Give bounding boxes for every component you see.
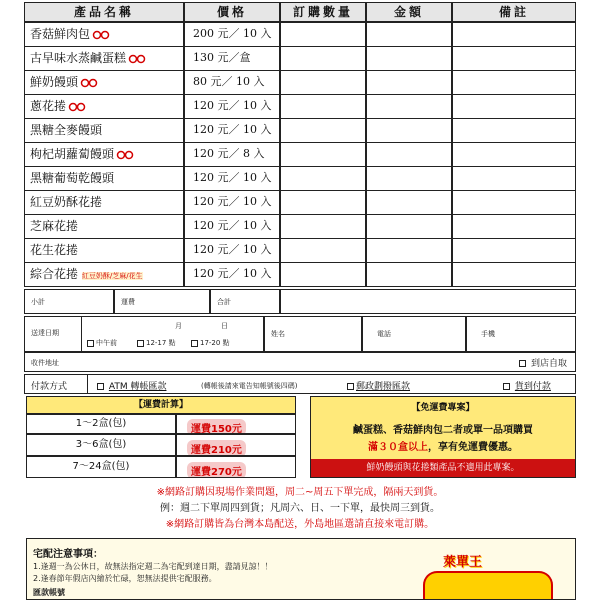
header-name: 產品名稱 [24, 2, 184, 22]
day-label: 日 [221, 322, 228, 330]
spicy-mark-icon [128, 54, 150, 64]
order-form [24, 0, 576, 600]
note-field[interactable] [452, 46, 576, 71]
qty-field[interactable] [280, 22, 366, 47]
note-field[interactable] [452, 118, 576, 143]
product-name: 黑糖全麥饅頭 [24, 118, 184, 143]
shipping-fee: 運費150元 [176, 414, 296, 434]
note-field[interactable] [452, 262, 576, 287]
delivery-note-item: 匯款帳號 [33, 588, 65, 597]
payment-row [24, 374, 576, 394]
month-label: 月 [175, 322, 182, 330]
product-price: 120 元／ 10 入 [184, 262, 280, 287]
checkbox[interactable] [97, 383, 104, 390]
payment-option-postal[interactable]: 郵政劃撥匯款 [347, 379, 410, 392]
product-name: 綜合花捲 紅豆奶酥/芝麻/花生 [24, 262, 184, 287]
product-name: 芝麻花捲 [24, 214, 184, 239]
shipping-fee: 運費270元 [176, 456, 296, 478]
note-field[interactable] [452, 70, 576, 95]
qty-field[interactable] [280, 94, 366, 119]
free-shipping-exclusion: 鮮奶饅頭與花捲類產品不適用此專案。 [311, 459, 575, 477]
product-price: 120 元／ 10 入 [184, 190, 280, 215]
product-price: 120 元／ 10 入 [184, 238, 280, 263]
product-price: 120 元／ 10 入 [184, 214, 280, 239]
mobile-field[interactable]: 手機 [466, 316, 576, 352]
delivery-notes-title: 宅配注意事項： [33, 549, 103, 560]
amount-field[interactable] [366, 46, 452, 71]
product-price: 120 元／ 8 入 [184, 142, 280, 167]
qty-field[interactable] [280, 166, 366, 191]
totals-blank [280, 289, 576, 314]
subtotal-label: 小計 [31, 298, 45, 306]
free-shipping-title: 【免運費專案】 [411, 403, 475, 413]
note-line-2: 例：週二下單周四到貨；凡周六、日、一下單，最快周三到貨。 [160, 503, 440, 514]
product-name: 枸杞胡蘿蔔饅頭 [24, 142, 184, 167]
total-label: 合計 [217, 298, 231, 306]
checkbox[interactable] [191, 340, 198, 347]
shipping-range: 7～24盒(包) [26, 456, 176, 478]
spicy-mark-icon [116, 150, 138, 160]
amount-field[interactable] [366, 166, 452, 191]
atm-note: (轉帳後請來電告知帳號後四碼) [201, 382, 298, 390]
product-name: 黑糖葡萄乾饅頭 [24, 166, 184, 191]
free-shipping-line1: 鹹蛋糕、香菇鮮肉包二者或單一品項購買 [353, 425, 533, 436]
product-extra: 紅豆奶酥/芝麻/花生 [81, 272, 143, 280]
amount-field[interactable] [366, 70, 452, 95]
qty-field[interactable] [280, 142, 366, 167]
product-price: 120 元／ 10 入 [184, 166, 280, 191]
header-amount: 金額 [366, 2, 452, 22]
checkbox[interactable] [519, 360, 526, 367]
qty-field[interactable] [280, 262, 366, 287]
checkbox[interactable] [137, 340, 144, 347]
note-field[interactable] [452, 214, 576, 239]
amount-field[interactable] [366, 118, 452, 143]
spicy-mark-icon [92, 30, 114, 40]
checkbox[interactable] [87, 340, 94, 347]
product-price: 120 元／ 10 入 [184, 94, 280, 119]
divider [81, 317, 82, 352]
amount-field[interactable] [366, 94, 452, 119]
product-price: 120 元／ 10 入 [184, 118, 280, 143]
shipping-table-title: 【運費計算】 [26, 396, 296, 414]
product-name: 香菇鮮肉包 [24, 22, 184, 47]
note-field[interactable] [452, 22, 576, 47]
shipping-fee: 運費210元 [176, 434, 296, 456]
delivery-date-cell [24, 316, 264, 352]
shipping-label: 運費 [121, 298, 135, 306]
address-field[interactable]: 收件地址 到店自取 [24, 352, 576, 372]
header-note: 備註 [452, 2, 576, 22]
amount-field[interactable] [366, 190, 452, 215]
qty-field[interactable] [280, 190, 366, 215]
amount-field[interactable] [366, 142, 452, 167]
product-name: 古早味水蒸鹹蛋糕 [24, 46, 184, 71]
note-line-1: ※網路訂購因現場作業問題，周二~周五下單完成，隔兩天到貨。 [156, 487, 444, 498]
shipping-range: 1～2盒(包) [26, 414, 176, 434]
pickup-option[interactable]: 到店自取 [519, 356, 567, 369]
spicy-mark-icon [80, 78, 102, 88]
name-field[interactable]: 姓名 [264, 316, 362, 352]
payment-option-cod[interactable]: 貨到付款 [503, 379, 551, 392]
qty-field[interactable] [280, 70, 366, 95]
header-qty: 訂購數量 [280, 2, 366, 22]
phone-field[interactable]: 電話 [362, 316, 466, 352]
time-option-noon[interactable]: 中午前 [87, 338, 117, 348]
note-field[interactable] [452, 142, 576, 167]
product-name: 鮮奶饅頭 [24, 70, 184, 95]
delivery-note-item: 2.逢春節年假店內繪於忙碌，恕無法提供宅配服務。 [33, 574, 217, 583]
product-name: 紅豆奶酥花捲 [24, 190, 184, 215]
free-shipping-line2: 滿３０盒以上，享有免運費優惠。 [368, 442, 518, 453]
shipping-cell[interactable] [114, 289, 210, 314]
checkbox[interactable] [347, 383, 354, 390]
qty-field[interactable] [280, 118, 366, 143]
free-shipping-box [310, 396, 576, 478]
time-option-evening[interactable]: 17-20 點 [191, 338, 230, 348]
time-option-afternoon[interactable]: 12-17 點 [137, 338, 176, 348]
total-cell[interactable] [210, 289, 280, 314]
note-field[interactable] [452, 94, 576, 119]
divider [87, 375, 88, 394]
header-price: 價格 [184, 2, 280, 22]
qty-field[interactable] [280, 46, 366, 71]
payment-option-atm[interactable]: ATM 轉帳匯款 [97, 379, 166, 392]
delivery-date-label: 送達日期 [31, 329, 59, 337]
checkbox[interactable] [503, 383, 510, 390]
subtotal-cell[interactable] [24, 289, 114, 314]
qty-field[interactable] [280, 238, 366, 263]
product-name: 蔥花捲 [24, 94, 184, 119]
qty-field[interactable] [280, 214, 366, 239]
brand-badge [423, 571, 553, 600]
amount-field[interactable] [366, 214, 452, 239]
payment-label: 付款方式 [31, 382, 68, 392]
note-field[interactable] [452, 238, 576, 263]
product-price: 80 元／ 10 入 [184, 70, 280, 95]
delivery-notes-box [26, 538, 576, 600]
brand-logo [423, 549, 553, 600]
note-field[interactable] [452, 190, 576, 215]
note-field[interactable] [452, 166, 576, 191]
spicy-mark-icon [68, 102, 90, 112]
amount-field[interactable] [366, 262, 452, 287]
brand-text: 萊單王 [443, 555, 483, 570]
product-name: 花生花捲 [24, 238, 184, 263]
shipping-range: 3～6盒(包) [26, 434, 176, 456]
delivery-note-item: 1.逢週一為公休日，故無法指定週二為宅配到達日期，盡請見諒！！ [33, 562, 273, 571]
amount-field[interactable] [366, 22, 452, 47]
product-price: 200 元／ 10 入 [184, 22, 280, 47]
product-price: 130 元／盒 [184, 46, 280, 71]
note-line-3: ※網路訂購皆為台灣本島配送，外島地區選請直接來電訂購。 [165, 519, 435, 530]
amount-field[interactable] [366, 238, 452, 263]
